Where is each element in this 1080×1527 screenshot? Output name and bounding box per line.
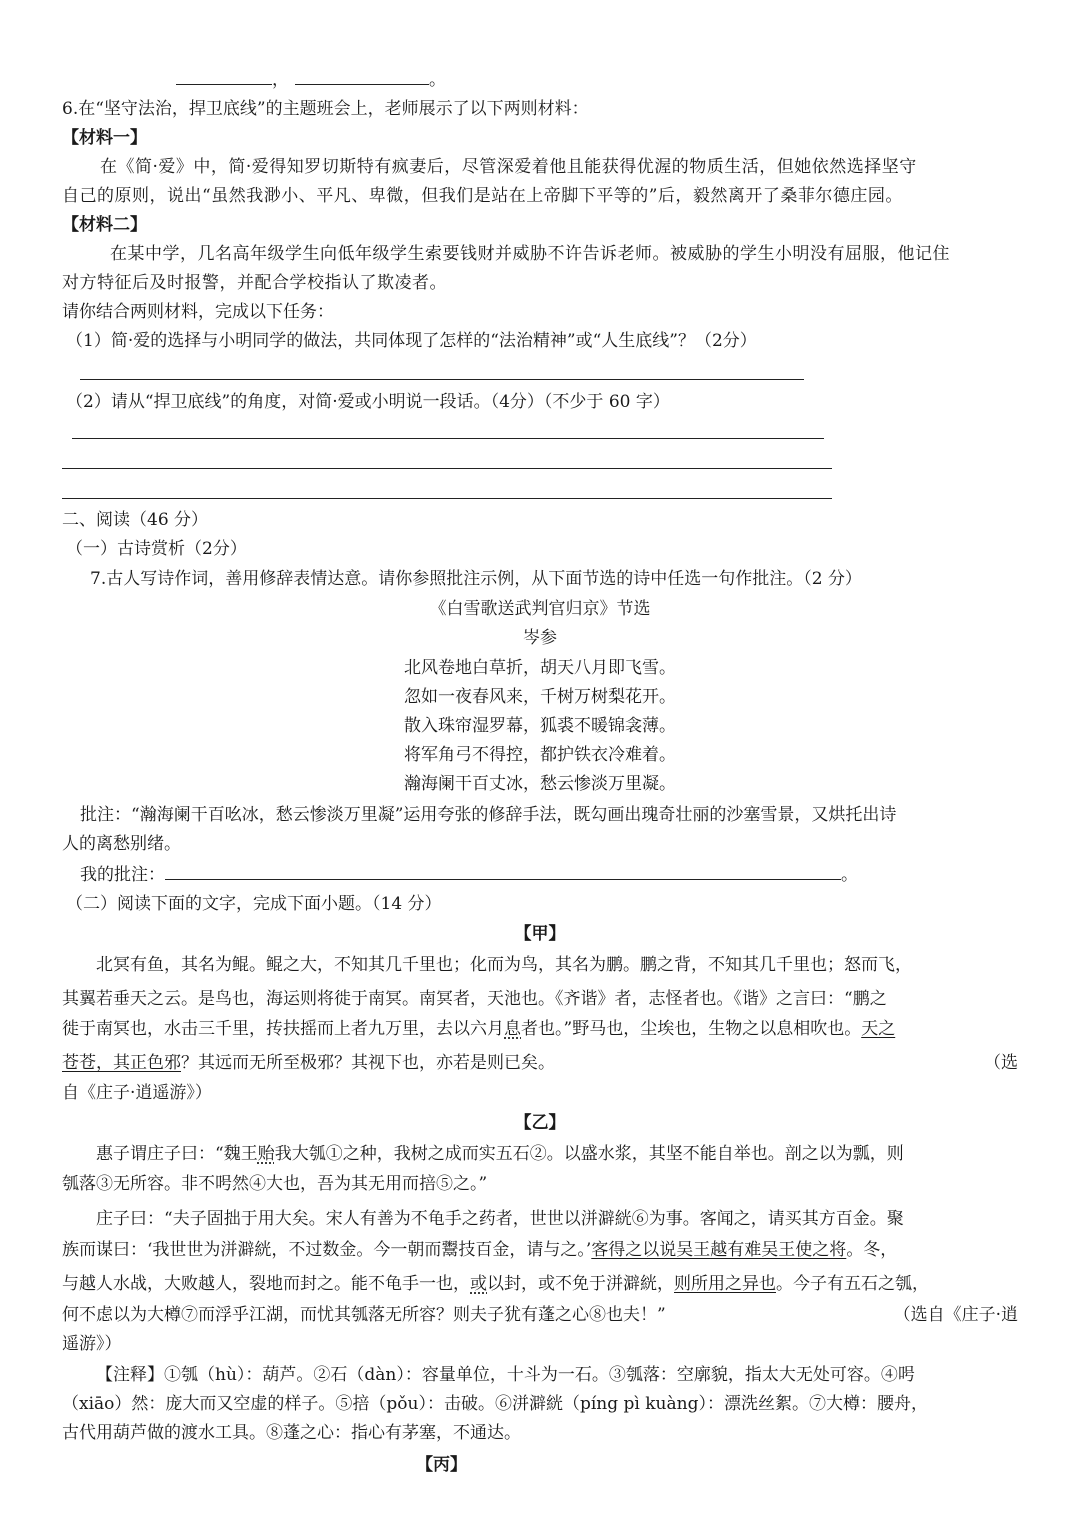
text-yi-line: 庄子曰：“夫子固拙于用大矣。宋人有善为不龟手之药者，世世以洴澼絖⑥为事。客闻之，请买其方百金。聚 [96,1209,904,1229]
underlined-sentence: 客得之以说吴王越有难吴王使之将 [591,1240,847,1260]
source-note: 自《庄子·逍遥游》） [62,1083,212,1103]
annotation-notes: 【注释】①瓠（hù）：葫芦。②石（dàn）：容量单位，十斗为一石。③瓠落：空廓貌，指太大无处可容。④呺 [96,1365,915,1385]
part-2-title: （二）阅读下面的文字，完成下面小题。（14 分） [66,894,442,914]
poem-line: 散入珠帘湿罗幕，狐裘不暖锦衾薄。 [404,716,676,736]
material-2-text: 对方特征后及时报警，并配合学校指认了欺凌者。 [62,273,447,293]
text-yi-title: 【乙】 [514,1113,566,1133]
text-yi-line: 族而谋曰：‘我世世为洴澼絖，不过数金。今一朝而鬻技百金，请与之。’客得之以说吴王越有难吴王使之将。冬， [62,1240,898,1260]
emphasized-char: 息 [504,1019,521,1039]
source-note: （选自《庄子·逍 [893,1305,1018,1325]
text-bing-title: 【丙】 [416,1455,467,1475]
my-annotation-row: 我的批注： 。 [80,861,858,888]
material-1-title: 【材料一】 [62,128,147,148]
poem-title: 《白雪歌送武判官归京》节选 [429,599,651,619]
text-yi-line: 与越人水战，大败越人，裂地而封之。能不龟手一也，或以封，或不免于洴澼絖，则所用之异也。今子有五石之瓠， [62,1274,929,1294]
q6-stem: 6.在“坚守法治，捍卫底线”的主题班会上，老师展示了以下两则材料： [62,99,589,119]
text-jia-line: 北冥有鱼，其名为鲲。鲲之大，不知其几千里也；化而为鸟，其名为鹏。鹏之背，不知其几千里也；怒而飞， [96,955,912,975]
source-note: （选 [984,1053,1018,1073]
answer-line[interactable] [62,498,832,499]
text-jia-line: 徙于南冥也，水击三千里，抟扶摇而上者九万里，去以六月息者也。”野马也，尘埃也，生物之以息相吹也。天之 [62,1019,896,1039]
answer-blank[interactable] [176,66,272,85]
text-yi-line: 瓠落③无所容。非不呺然④大也，吾为其无用而掊⑤之。” [62,1174,488,1194]
top-answer-blanks: ， 。 [176,66,446,93]
answer-line[interactable] [72,438,824,439]
material-1-text: 自己的原则，说出“虽然我渺小、平凡、卑微，但我们是站在上帝脚下平等的”后，毅然离开了桑菲尔德庄园。 [62,186,903,206]
part-1-title: （一）古诗赏析（2分） [66,539,247,559]
material-1-text: 在《简·爱》中，简·爱得知罗切斯特有疯妻后，尽管深爱着他且能获得优渥的物质生活，但她依然选择坚守 [100,157,917,177]
underlined-sentence: 苍苍，其正色邪 [62,1053,181,1073]
poem-line: 瀚海阑干百丈冰，愁云惨淡万里凝。 [404,774,676,794]
emphasized-char: 或 [470,1274,487,1294]
source-note: 遥游》） [62,1334,122,1354]
annotation-notes: 古代用葫芦做的渡水工具。⑧蓬之心：指心有茅塞，不通达。 [62,1423,521,1443]
sample-annotation: 批注：“瀚海阑干百吆冰，愁云惨淡万里凝”运用夸张的修辞手法，既勾画出瑰奇壮丽的沙塞雪景，又烘托出诗 [80,805,897,825]
q6-subquestion-1: （1）简·爱的选择与小明同学的做法，共同体现了怎样的“法治精神”或“人生底线”？（2分） [66,331,757,351]
sample-annotation: 人的离愁别绪。 [62,834,181,854]
answer-blank[interactable] [165,861,841,880]
poem-line: 北风卷地白草折，胡天八月即飞雪。 [404,658,676,678]
q7-stem: 7.古人写诗作词，善用修辞表情达意。请你参照批注示例，从下面节选的诗中任选一句作批注。（2 分） [90,569,862,589]
text-yi-line: 惠子谓庄子曰：“魏王贻我大瓠①之种，我树之成而实五石②。以盛水浆，其坚不能自举也。剖之以为瓢，则 [96,1144,904,1164]
text-jia-line: 苍苍，其正色邪？其远而无所至极邪？其视下也，亦若是则已矣。 [62,1053,555,1073]
section-2-title: 二、阅读（46 分） [62,510,209,530]
material-2-text: 在某中学，几名高年级学生向低年级学生索要钱财并威胁不许告诉老师。被威胁的学生小明没有屈服，他记住 [110,244,950,264]
underlined-sentence: 天之 [861,1019,896,1039]
answer-line[interactable] [62,468,832,469]
annotation-notes: （xiāo）然：庞大而又空虚的样子。⑤掊（pǒu）：击破。⑥洴澼絖（píng pì kuàng）：漂洗丝絮。⑦大樽：腰舟， [62,1394,928,1414]
q6-task: 请你结合两则材料，完成以下任务： [62,302,334,322]
underlined-sentence: 则所用之异也 [674,1274,776,1294]
text-yi-line: 何不虑以为大樽⑦而浮乎江湖，而忧其瓠落无所容？则夫子犹有蓬之心⑧也夫！” [62,1305,666,1325]
poem-line: 将军角弓不得控，都护铁衣冷难着。 [404,745,676,765]
poem-author: 岑参 [523,628,557,648]
answer-blank[interactable] [295,66,429,85]
text-jia-line: 其翼若垂天之云。是鸟也，海运则将徙于南冥。南冥者，天池也。《齐谐》者，志怪者也。《谐》之言曰：“鹏之 [62,989,887,1009]
text-jia-title: 【甲】 [514,924,566,944]
emphasized-char: 贻 [257,1144,275,1164]
answer-line[interactable] [80,379,804,380]
my-annotation-label: 我的批注： [80,865,165,885]
material-2-title: 【材料二】 [62,215,147,235]
q6-subquestion-2: （2）请从“捍卫底线”的角度，对简·爱或小明说一段话。（4分）（不少于 60 字） [66,392,670,412]
poem-line: 忽如一夜春风来，千树万树梨花开。 [404,687,676,707]
